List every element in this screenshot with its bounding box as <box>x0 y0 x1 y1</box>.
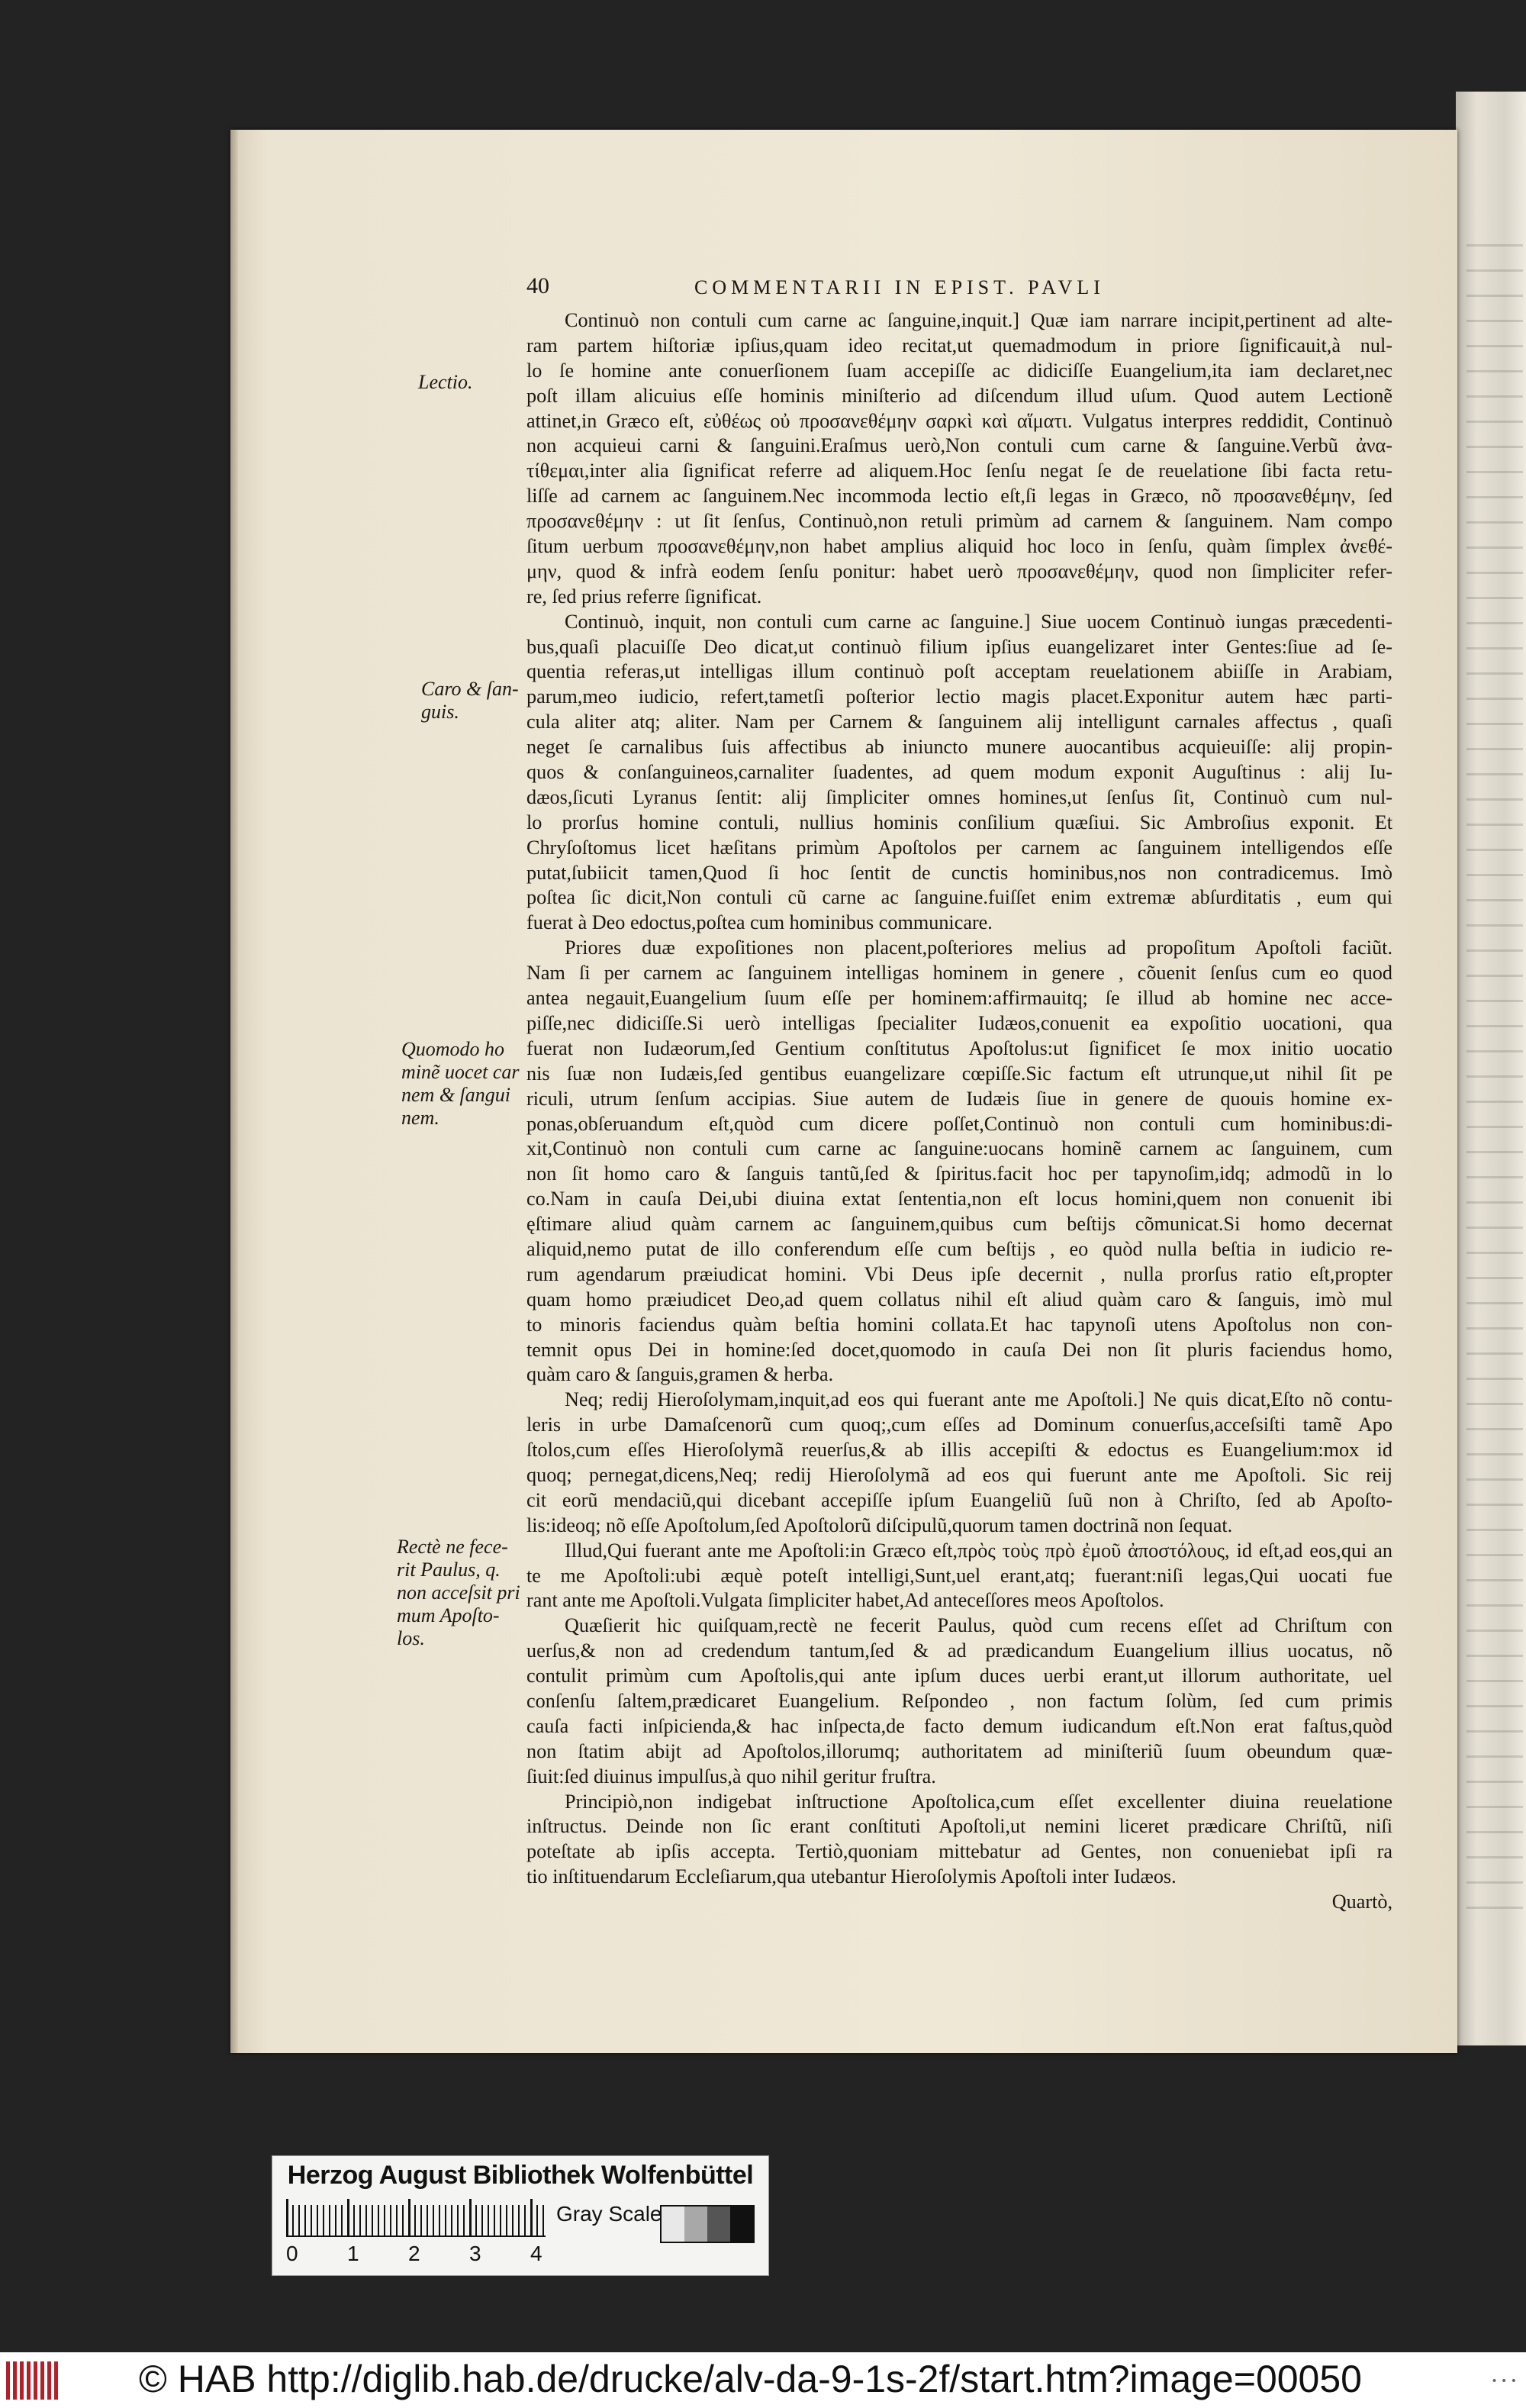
text-line: Continuò, inquit, non contuli cum carne ac ſanguine.] Siue uocem Continuò iungas præcedenti- <box>565 610 1392 633</box>
text-line: to minoris faciendus quàm beſtia homini collata.Et hac tapynoſi utens Apoſtolus non con- <box>526 1313 1392 1336</box>
gray-swatch <box>707 2207 730 2242</box>
text-line: Nam ſi per carnem ac ſanguinem intelligas hominem in genere , cõuenit ſenſus cum eo quod <box>526 962 1392 985</box>
footer-bar <box>0 2352 1526 2408</box>
text-line: aliquid,nemo putat de illo conferendum eſſe cum beſtijs , eo quòd nulla beſtia in iudicio re- <box>526 1237 1392 1260</box>
text-line: fuerat non Iudæorum,ſed Gentium conſtitutus Apoſtolus:ut ſignificet ſe mox initio uocatio <box>526 1036 1392 1059</box>
text-line: tio inſtituendarum Eccleſiarum,qua utebantur Hieroſolymis Apoſtoli inter Iudæos. <box>526 1865 1177 1888</box>
text-line: Continuò non contuli cum carne ac ſanguine,inquit.] Quæ iam narrare incipit,pertinent ad alte- <box>565 309 1392 331</box>
text-line: parum,meo iudicio, refert,tametſi poſterior lectio magis placet.Exponitur autem hæc parti- <box>526 685 1392 708</box>
text-line: cauſa facti inſpicienda,& hac inſpecta,de facto demum iudicandum eſt.Non erat faſtus,quòd <box>526 1714 1392 1737</box>
text-line: ſtolos,cum eſſes Hieroſolymã reuerſus,& ab illis accepiſti & edoctus es Euangelium:mox id <box>526 1439 1392 1462</box>
text-line: uerſus,& non ad credendum tantum,ſed & ad prædicandum Euangelium illius uocatus, nõ <box>526 1639 1392 1662</box>
color-scale-card <box>272 2155 769 2276</box>
text-line: quentia referas,ut intelligas illum continuò poſt acceptam reuelationem abiiſſe in Arabiam, <box>526 660 1392 683</box>
hab-logo-icon <box>6 2361 61 2400</box>
text-line: non ſtatim abijt ad Apoſtolos,illorumq; authoritatem ad miniſteriũ ſuum obeundum quæ- <box>526 1739 1392 1762</box>
commentary-body <box>526 308 1392 1915</box>
margin-note-line: nem & ſangui <box>401 1084 510 1106</box>
margin-note-line: guis. <box>421 701 459 723</box>
margin-note-line: minẽ uocet car <box>401 1061 520 1083</box>
text-line: conſenſu ſaltem,prædicaret Euangelium. Reſpondeo , non factum ſolùm, ſed cum primis <box>526 1689 1392 1712</box>
text-line: leris in urbe Damaſcenorũ cum quoq;,cum eſſes ad Dominum conuerſus,acceſsiſti tamẽ Apo <box>526 1414 1392 1436</box>
text-line: ęſtimare aliud quàm carnem ac ſanguinem,quibus cum beſtijs cõmunicat.Si homo decernat <box>526 1213 1392 1236</box>
text-line: cula aliter atq; aliter. Nam per Carnem & ſanguinem alij intelligunt carnales affectus , quaſi <box>526 711 1392 733</box>
margin-note <box>397 1536 520 1650</box>
text-line: Priores duæ expoſitiones non placent,poſteriores melius ad propoſitum Apoſtoli faciũt. <box>565 936 1392 959</box>
text-line: piſſe,nec didiciſſe.Si uerò intelligas ſpecialiter Iudæos,conuenit ea expoſitio uocationi, qua <box>526 1011 1392 1034</box>
text-line: dæos,ſicuti Lyranus ſentit: alij ſimpliciter omnes homines,ut ſenſus ſit, Continuò cum nul- <box>526 785 1392 808</box>
text-line: neget ſe carnalibus ſuis affectibus ab iniuncto munere auocantibus acquieuiſſe: alij propin- <box>526 736 1392 759</box>
text-line: quàm caro & ſanguis,gramen & herba. <box>526 1363 834 1386</box>
ruler-number: 1 <box>347 2242 359 2265</box>
margin-note-line: Lectio. <box>418 371 473 393</box>
gray-scale-label: Gray Scale <box>556 2202 662 2226</box>
text-line: poſt illam alicuius eſſe hominis miniſterio ad diſcendum illud uſum. Quod autem Lectionẽ <box>526 384 1392 407</box>
text-line: non ſit homo caro & ſanguis tantũ,ſed & ſpiritus.facit hoc per tapynoſim,idq; admodũ in lo <box>526 1162 1392 1185</box>
text-line: lo ſe homine ante conuerſionem ſuam accepiſſe ac didiciſſe Euangelium,ita iam declaret,nec <box>526 359 1392 382</box>
next-leaf-edge <box>1456 92 1526 2045</box>
margin-note-line: los. <box>397 1627 425 1649</box>
text-line: riculi, utrum ſenſum accipias. Siue autem de Iudæis ſiue in genere de quouis homine ex- <box>526 1087 1392 1110</box>
library-name: Herzog August Bibliothek Wolfenbüttel <box>287 2161 754 2190</box>
text-line: ſitum uerbum προσανεθέμην,non habet amplius aliquid hoc loco in ſenſu, quàm ſimplex ἀνεθέ- <box>526 535 1392 558</box>
measurement-ruler <box>286 2205 546 2237</box>
text-line: Neq; redij Hieroſolymam,inquit,ad eos qui fuerant ante me Apoſtoli.] Ne quis dicat,Eſto nõ contu- <box>565 1388 1392 1411</box>
text-line: rant ante me Apoſtoli.Vulgata ſimpliciter habet,Ad anteceſſores meos Apoſtolos. <box>526 1589 1164 1612</box>
text-line: inſtructus. Deinde non ſic erant conſtituti Apoſtoli,ut nemini liceret prædicare Chriſtũ, niſi <box>526 1815 1392 1838</box>
margin-note <box>418 371 473 394</box>
catchword: Quartò, <box>1331 1891 1392 1913</box>
gray-swatch <box>684 2207 707 2242</box>
text-line: μην, quod & infrà eodem ſenſu ponitur: habet uerò προσανεθέμην, quod non ſimpliciter refer- <box>526 559 1392 582</box>
text-line: Principiò,non indigebat inſtructione Apoſtolica,cum eſſet excellenter diuina reuelatione <box>565 1790 1392 1813</box>
text-line: temnit opus Dei in homine:ſed docet,quomodo in cauſa Dei non ſit pluris faciendus homo, <box>526 1338 1392 1361</box>
text-line: ponas,obſeruandum eſt,quòd cum dicere poſſet,Continuò non contuli cum hominibus:di- <box>526 1112 1392 1135</box>
text-line: rum agendarum præiudicat homini. Vbi Deus ipſe decernit , nulla prorſus ratio eſt,propter <box>526 1262 1392 1285</box>
ruler-number: 2 <box>408 2242 420 2265</box>
text-line: te me Apoſtoli:ubi æquè poteſt intelligi,Sunt,uel erant,atq; fuerant:niſi legas,Qui uocati fue <box>526 1564 1392 1587</box>
text-line: nis ſuæ non Iudæis,ſed gentibus euangelizare cœpiſſe.Sic factum eſt utrunque,ut nihil ſit pe <box>526 1062 1392 1085</box>
ruler-number: 3 <box>469 2242 481 2265</box>
text-line: quam homo præiudicet Deo,ad quem collatus nihil eſt aliud quàm caro & ſanguis, imò mul <box>526 1288 1392 1310</box>
margin-note-line: Rectè ne fece- <box>397 1536 508 1558</box>
text-line: xit,Continuò non contuli cum carne ac ſanguine:uocans hominẽ carnem ac ſanguinem, cum <box>526 1137 1392 1160</box>
text-line: co.Nam in cauſa Dei,ubi diuina extat ſententia,non eſt locus homini,quem non conuenit ibi <box>526 1188 1392 1210</box>
text-line: quos & conſanguineos,carnaliter ſuadentes, ad quem modum exponit Auguſtinus : alij Iu- <box>526 761 1392 784</box>
margin-note-line: nem. <box>401 1107 439 1129</box>
footer-dots: • • • <box>1491 2375 1517 2387</box>
gray-swatch <box>662 2207 684 2242</box>
text-line: ram partem hiſtoriæ ipſius,quam ideo recitat,ut quemadmodum in priore ſignificauit,à nul- <box>526 334 1392 356</box>
text-line: attinet,in Græco eſt, εὐθέως οὐ προσανεθέμην σαρκὶ καὶ αἵματι. Vulgatus interpres reddidit, Continuò <box>526 409 1392 432</box>
margin-note <box>421 678 519 724</box>
gray-scale-swatches <box>660 2205 755 2243</box>
margin-note-line: Quomodo ho <box>401 1038 505 1060</box>
text-line: τίθεμαι,inter alia ſignificat referre ad aliquem.Hoc ſenſu negat ſe de reuelatione ſibi facta retu- <box>526 459 1392 482</box>
margin-note-line: Caro & ſan- <box>421 678 519 700</box>
ruler-number: 0 <box>286 2242 298 2265</box>
text-line: contulit primùm cum Apoſtolis,qui ante ipſum duces uerbi erant,ut illorum authoritate, uel <box>526 1665 1392 1688</box>
text-line: putat,ſubiicit tamen,Quod ſi hoc ſentit de cunctis hominibus,nos non contradicemus. Imò <box>526 861 1392 884</box>
text-line: cit eorũ mendaciũ,qui dicebant accepiſſe ipſum Euangeliũ ſuũ non à Chriſto, ſed ab Apoſto- <box>526 1488 1392 1511</box>
text-line: Quæſierit hic quiſquam,rectè ne fecerit Paulus, quòd cum recens eſſet ad Chriſtum con <box>565 1614 1392 1637</box>
text-line: poſtea ſic dicit,Non contuli cũ carne ac ſanguine.fuiſſet enim extremæ abſurditatis , eum qui <box>526 886 1392 909</box>
page-number: 40 <box>526 273 549 298</box>
margin-note-line: non acceſsit pri <box>397 1581 520 1604</box>
page-edge <box>230 130 238 2053</box>
text-line: Chryſoſtomus licet hæſitans primùm Apoſtolos per carnem ac ſanguinem intelligendos eſſe <box>526 836 1392 859</box>
text-line: προσανεθέμην : ut ſit ſenſus, Continuò,non retuli primùm ad carnem & ſanguinem. Nam compo <box>526 510 1392 533</box>
text-line: non acquieui carni & ſanguini.Eraſmus uerò,Non contuli cum carne & ſanguine.Verbũ ἀνα- <box>526 434 1392 457</box>
ruler-number: 4 <box>530 2242 542 2265</box>
text-line: Illud,Qui fuerant ante me Apoſtoli:in Græco eſt,πρὸς τοὺς πρὸ ἐμοῦ ἀποστόλους, id eſt,ad eos,qui an <box>565 1539 1392 1562</box>
text-line: lo prorſus homine contuli, nullius hominis conſilium quæſiui. Sic Ambroſius exponit. Et <box>526 811 1392 833</box>
text-line: lis:ideoq; nõ eſſe Apoſtolum,ſed Apoſtolorũ diſcipulũ,quorum tamen doctrinã non ſequat. <box>526 1513 1233 1536</box>
margin-note-line: mum Apoſto- <box>397 1604 500 1626</box>
margin-note-line: rit Paulus, q. <box>397 1559 501 1581</box>
footer-url[interactable]: © HAB http://diglib.hab.de/drucke/alv-da-9-1s-2f/start.htm?image=00050 <box>139 2358 1362 2400</box>
text-line: liſſe ad carnem ac ſanguinem.Nec incommoda lectio eſt,ſi legas in Græco, nõ προσανεθέμην, ſed <box>526 485 1392 508</box>
margin-note <box>401 1038 520 1130</box>
running-title: COMMENTARII IN EPIST. PAVLI <box>694 276 1105 298</box>
text-line: antea negauit,Euangelium ſuum eſſe per hominem:affirmauitq; ſe illud ab homine nec acce- <box>526 987 1392 1010</box>
text-line: bus,quaſi placuiſſe Deo dicat,ut continuò filium ipſius euangelizaret inter Gentes:ſiue ad ſe- <box>526 635 1392 658</box>
text-line: fuerat à Deo edoctus,poſtea cum hominibus communicare. <box>526 911 993 934</box>
text-line: quoq; pernegat,dicens,Neq; redij Hieroſolymã ad eos qui fuerunt ante me Apoſtoli. Sic reij <box>526 1463 1392 1486</box>
gray-swatch <box>730 2207 753 2242</box>
text-line: poteſtate ab ipſis accepta. Tertiò,quoniam mittebatur ad Gentes, non conueniebat ipſi ra <box>526 1840 1392 1863</box>
text-line: re, ſed prius referre ſignificat. <box>526 585 762 608</box>
text-line: ſiuit:ſed diuinus impulſus,à quo nihil geritur fruſtra. <box>526 1765 936 1787</box>
